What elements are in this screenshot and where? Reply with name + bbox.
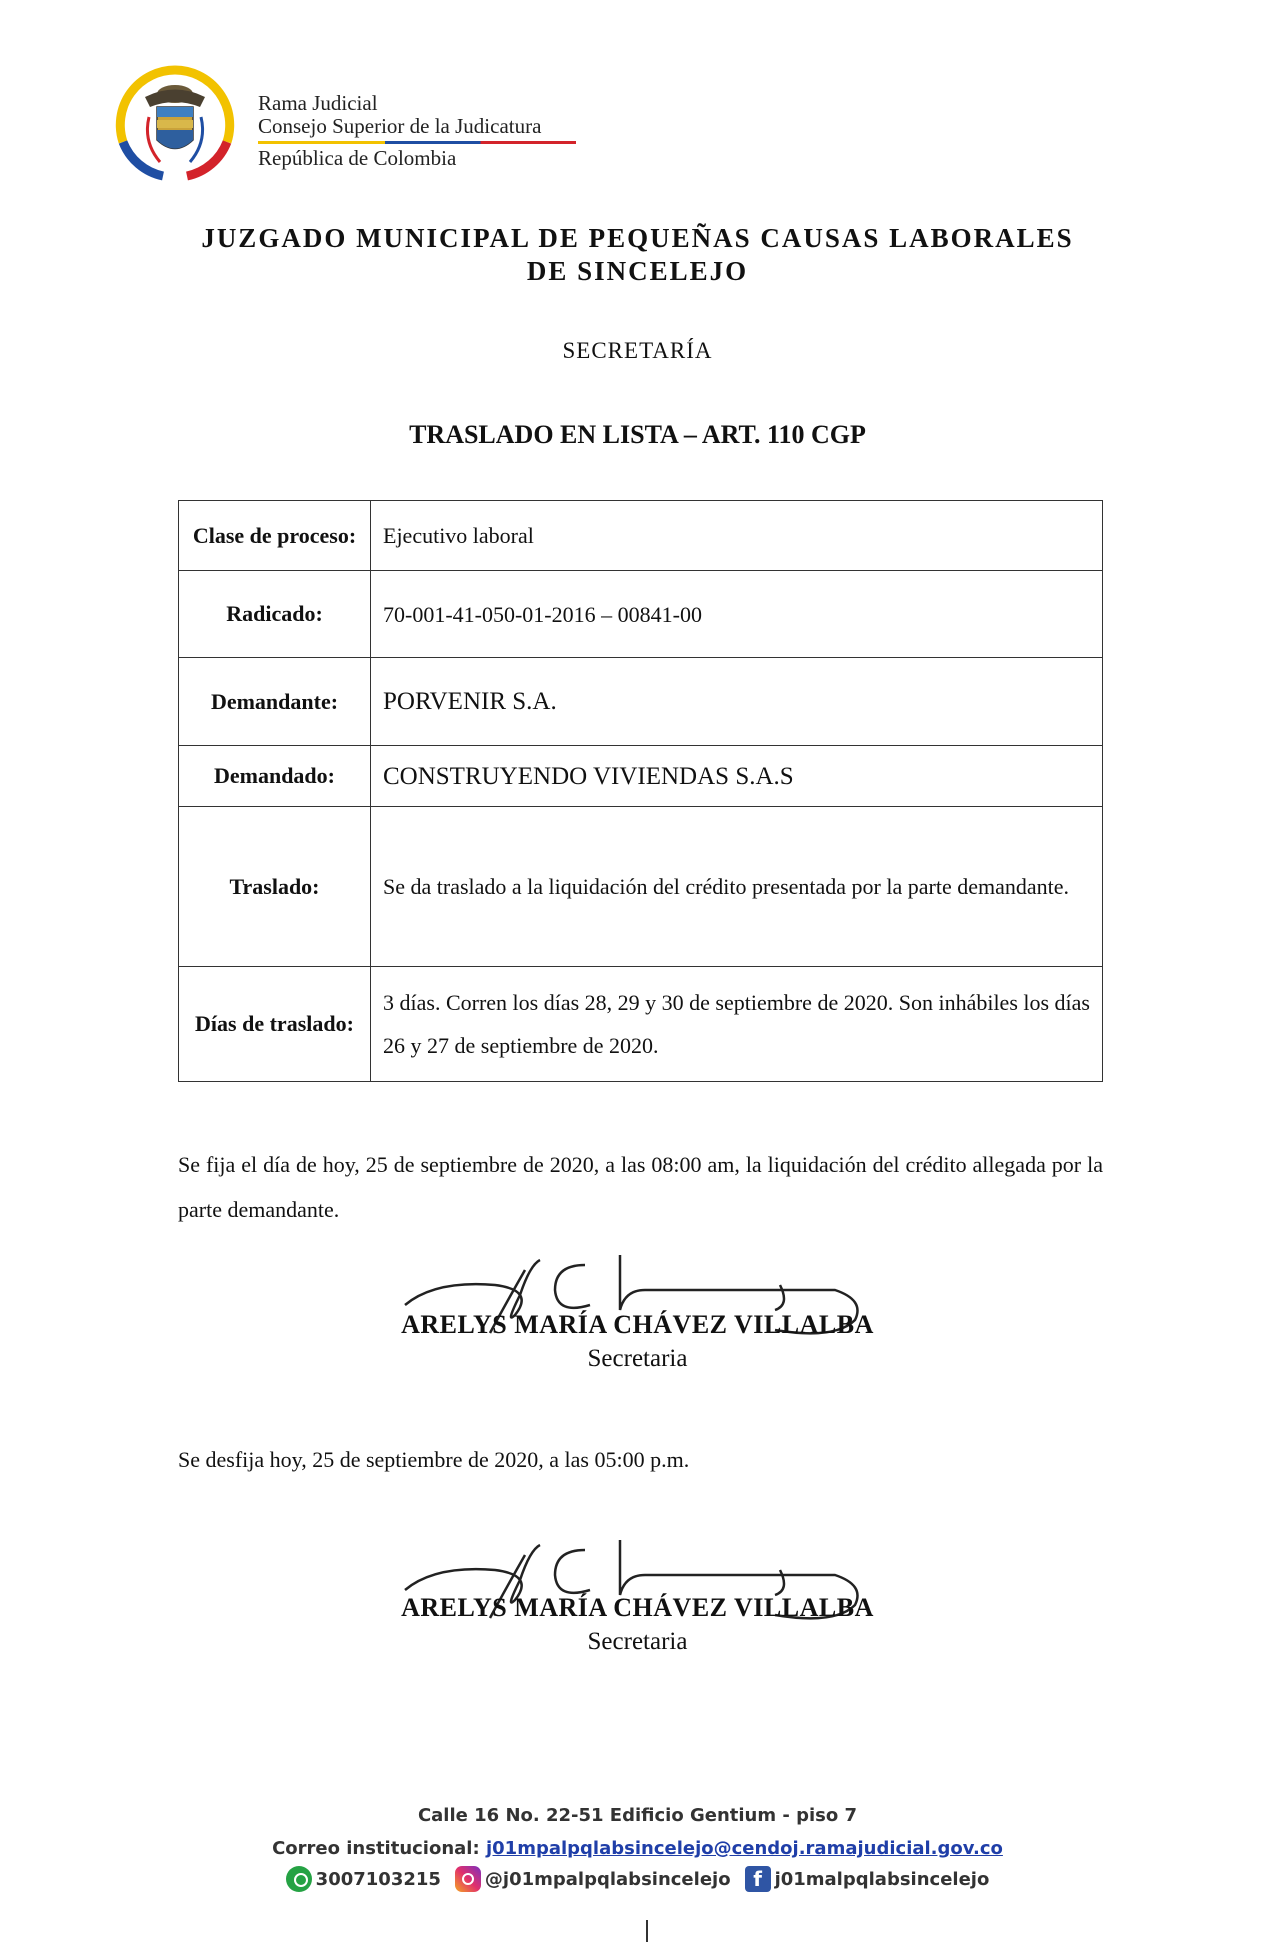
rama-judicial-logo bbox=[105, 62, 245, 182]
row-value-dias: 3 días. Corren los días 28, 29 y 30 de septiembre de 2020. Son inhábiles los días 26 y 27 de septiembre de 2020. bbox=[371, 967, 1103, 1082]
signer-name: ARELYS MARÍA CHÁVEZ VILLALBA bbox=[401, 1310, 874, 1339]
table-row bbox=[179, 807, 1103, 967]
row-value-demandado: CONSTRUYENDO VIVIENDAS S.A.S bbox=[371, 746, 1103, 807]
footer-email-line bbox=[0, 1838, 1275, 1859]
facebook-contact[interactable] bbox=[745, 1866, 990, 1892]
row-label-dias: Días de traslado: bbox=[179, 967, 371, 1082]
facebook-icon: f bbox=[745, 1866, 771, 1892]
signer-name: ARELYS MARÍA CHÁVEZ VILLALBA bbox=[401, 1593, 874, 1622]
table-row bbox=[179, 967, 1103, 1082]
logo-line-1: Rama Judicial bbox=[258, 91, 378, 115]
desfijacion-paragraph: Se desfija hoy, 25 de septiembre de 2020, a las 05:00 p.m. bbox=[178, 1447, 690, 1472]
logo-line-3: República de Colombia bbox=[258, 146, 457, 170]
footer-social bbox=[0, 1866, 1275, 1892]
instagram-handle: @j01mpalpqlabsincelejo bbox=[484, 1868, 731, 1890]
signer-role: Secretaria bbox=[587, 1345, 688, 1372]
instagram-contact[interactable] bbox=[455, 1866, 731, 1892]
footer-address: Calle 16 No. 22-51 Edificio Gentium - piso 7 bbox=[417, 1805, 858, 1826]
signer-role: Secretaria bbox=[587, 1628, 688, 1655]
whatsapp-icon bbox=[286, 1866, 312, 1892]
table-row bbox=[179, 501, 1103, 571]
whatsapp-contact[interactable] bbox=[286, 1866, 441, 1892]
row-label-clase: Clase de proceso: bbox=[179, 501, 371, 571]
email-label: Correo institucional: bbox=[272, 1838, 480, 1859]
row-label-radicado: Radicado: bbox=[179, 571, 371, 658]
fijacion-paragraph: Se fija el día de hoy, 25 de septiembre de 2020, a las 08:00 am, la liquidación del crédito allegada por la parte demandante. bbox=[178, 1152, 1103, 1222]
court-title bbox=[120, 222, 1155, 288]
row-value-clase: Ejecutivo laboral bbox=[371, 501, 1103, 571]
table-row bbox=[179, 746, 1103, 807]
court-title-line-1: JUZGADO MUNICIPAL DE PEQUEÑAS CAUSAS LABORALES bbox=[201, 223, 1074, 253]
table-row bbox=[179, 571, 1103, 658]
whatsapp-number: 3007103215 bbox=[315, 1868, 441, 1890]
row-label-demandado: Demandado: bbox=[179, 746, 371, 807]
table-row bbox=[179, 658, 1103, 746]
row-value-traslado: Se da traslado a la liquidación del crédito presentada por la parte demandante. bbox=[371, 807, 1103, 967]
row-value-demandante: PORVENIR S.A. bbox=[371, 658, 1103, 746]
row-value-radicado: 70-001-41-050-01-2016 – 00841-00 bbox=[371, 571, 1103, 658]
page-marker bbox=[646, 1920, 648, 1942]
email-link[interactable]: j01mpalpqlabsincelejo@cendoj.ramajudicial.gov.co bbox=[485, 1838, 1003, 1859]
logo-tricolor-rule bbox=[258, 141, 576, 144]
logo-text bbox=[258, 92, 576, 170]
row-label-demandante: Demandante: bbox=[179, 658, 371, 746]
row-label-traslado: Traslado: bbox=[179, 807, 371, 967]
instagram-icon bbox=[455, 1866, 481, 1892]
document-title: TRASLADO EN LISTA – ART. 110 CGP bbox=[409, 420, 866, 449]
logo-line-2: Consejo Superior de la Judicatura bbox=[258, 114, 542, 138]
case-info-table bbox=[178, 500, 1103, 1082]
facebook-handle: j01malpqlabsincelejo bbox=[774, 1868, 990, 1890]
court-title-line-2: DE SINCELEJO bbox=[526, 256, 749, 286]
section-heading: SECRETARÍA bbox=[562, 338, 713, 363]
